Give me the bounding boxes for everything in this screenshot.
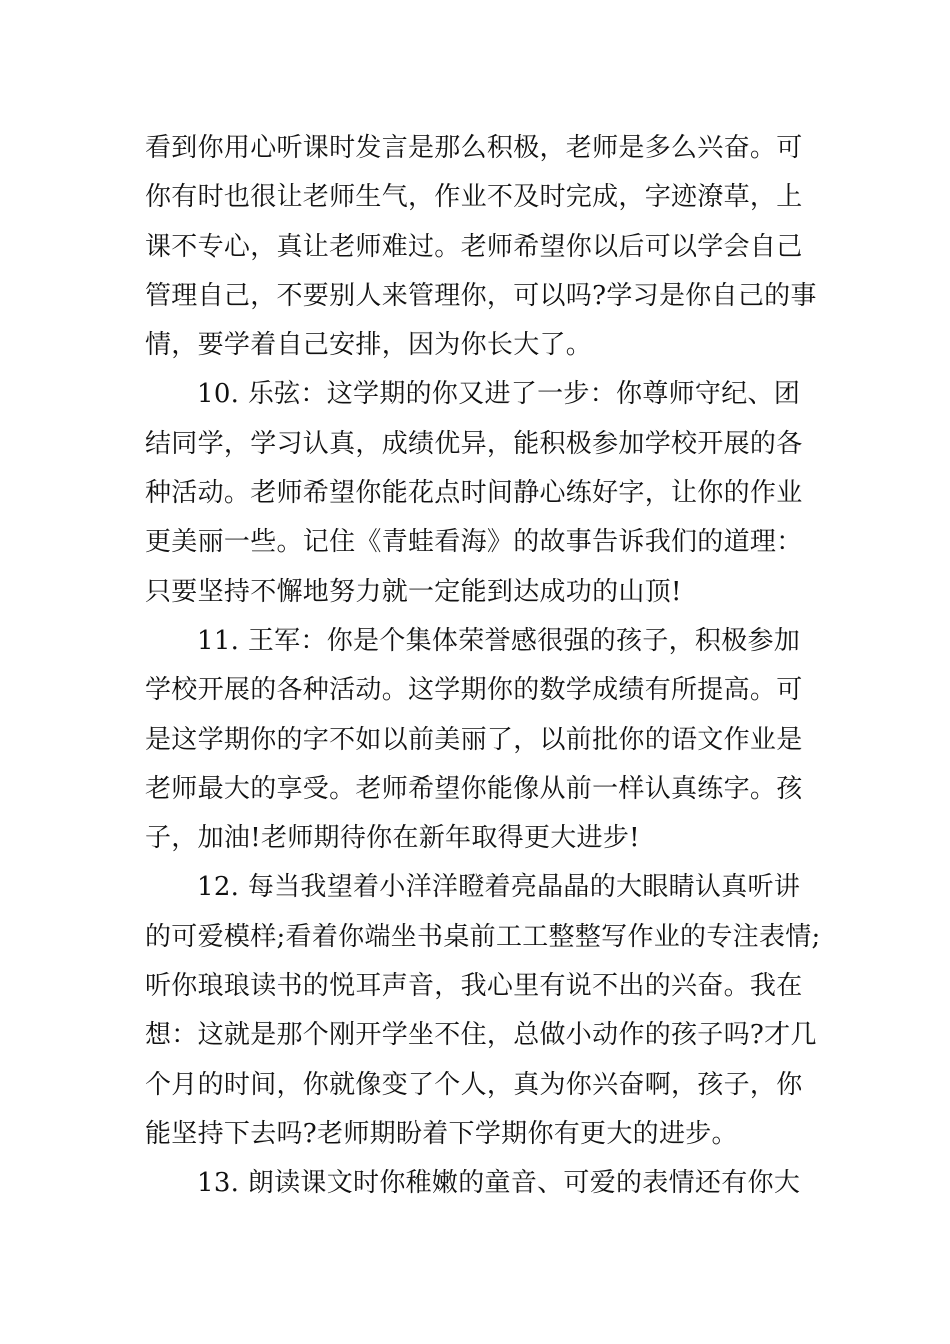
text-line: 课不专心，真让老师难过。老师希望你以后可以学会自己	[145, 231, 803, 262]
paragraph-13-first-line: 13. 朗读课文时你稚嫩的童音、可爱的表情还有你大	[197, 1168, 801, 1199]
text-line: 的可爱模样;看着你端坐书桌前工工整整写作业的专注表情;	[145, 921, 821, 952]
text-line: 子，加油!老师期待你在新年取得更大进步!	[145, 823, 640, 854]
text-line: 你有时也很让老师生气，作业不及时完成，字迹潦草，上	[145, 182, 803, 213]
text-line: 只要坚持不懈地努力就一定能到达成功的山顶!	[145, 576, 682, 607]
text-line: 结同学，学习认真，成绩优异，能积极参加学校开展的各	[145, 428, 803, 459]
text-line: 情，要学着自己安排，因为你长大了。	[145, 330, 593, 361]
text-line: 想：这就是那个刚开学坐不住，总做小动作的孩子吗?才几	[145, 1020, 817, 1051]
text-line: 管理自己，不要别人来管理你，可以吗?学习是你自己的事	[145, 280, 817, 311]
document-body	[145, 124, 821, 1209]
text-line: 老师最大的享受。老师希望你能像从前一样认真练字。孩	[145, 773, 803, 804]
text-line: 是这学期你的字不如以前美丽了，以前批你的语文作业是	[145, 724, 803, 755]
paragraph-11-first-line: 11. 王军：你是个集体荣誉感很强的孩子，积极参加	[197, 625, 801, 656]
text-line: 听你琅琅读书的悦耳声音，我心里有说不出的兴奋。我在	[145, 971, 803, 1002]
text-line: 个月的时间，你就像变了个人，真为你兴奋啊，孩子，你	[145, 1069, 803, 1100]
text-line: 更美丽一些。记住《青蛙看海》的故事告诉我们的道理：	[145, 527, 803, 558]
paragraph-10-first-line: 10. 乐弦：这学期的你又进了一步：你尊师守纪、团	[197, 379, 801, 410]
text-line: 种活动。老师希望你能花点时间静心练好字，让你的作业	[145, 478, 803, 509]
text-line: 能坚持下去吗?老师期盼着下学期你有更大的进步。	[145, 1118, 738, 1149]
text-line: 学校开展的各种活动。这学期你的数学成绩有所提高。可	[145, 675, 803, 706]
paragraph-12-first-line: 12. 每当我望着小洋洋瞪着亮晶晶的大眼睛认真听讲	[197, 872, 801, 903]
text-line: 看到你用心听课时发言是那么积极，老师是多么兴奋。可	[145, 133, 803, 163]
